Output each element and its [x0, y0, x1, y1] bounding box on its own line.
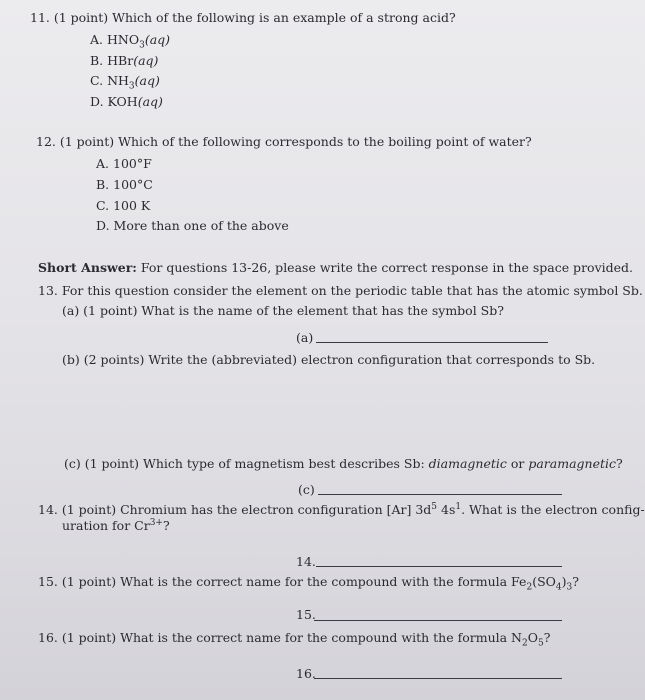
q12-stem: 12. (1 point) Which of the following corresponds to the boiling point of water?	[36, 134, 532, 149]
choice-text: $HNO_3(aq)$	[107, 32, 171, 51]
q12-choice-d: D. More than one of the above	[96, 218, 289, 233]
q13a-answer-line[interactable]	[316, 342, 548, 343]
q14-answer-line[interactable]	[316, 566, 562, 567]
q14-blank-label: 14.	[296, 554, 316, 569]
q15-answer-line[interactable]	[314, 620, 562, 621]
short-answer-instructions: Short Answer: For questions 13-26, please write the correct response in the space provided.	[38, 260, 633, 275]
q11-choice-c	[90, 73, 160, 92]
q11-choice-a	[90, 32, 171, 51]
q11-stem: 11. (1 point) Which of the following is an example of a strong acid?	[30, 10, 456, 25]
q16-stem: 16. (1 point) What is the correct name for the compound with the formula $N_2O_5$?	[38, 630, 551, 649]
q12-choice-b: B. 100°C	[96, 177, 153, 192]
q13b-text: (b) (2 points) Write the (abbreviated) electron configuration that corresponds to Sb.	[62, 352, 596, 367]
q13a-blank-label: (a)	[296, 330, 314, 345]
choice-text: $NH_3(aq)$	[107, 73, 160, 92]
q16-answer-line[interactable]	[314, 678, 562, 679]
q13c-blank-label: (c)	[298, 482, 315, 497]
choice-letter: D.	[90, 94, 104, 109]
q11-choice-d	[90, 94, 163, 109]
short-answer-heading: Short Answer:	[38, 260, 137, 275]
q12-choice-a: A. 100°F	[96, 156, 152, 171]
q13-stem: 13. For this question consider the element on the periodic table that has the atomic symbol Sb.	[38, 283, 643, 298]
q11-choice-b	[90, 53, 158, 68]
choice-text: HBr(aq)	[107, 53, 159, 68]
choice-letter: B.	[90, 53, 104, 68]
q13c-text: (c) (1 point) Which type of magnetism best describes Sb: diamagnetic or paramagnetic?	[64, 456, 623, 471]
q13a-text: (a) (1 point) What is the name of the element that has the symbol Sb?	[62, 303, 504, 318]
q14-stem-line2: uration for $Cr^{3+}$?	[62, 517, 170, 533]
q14-stem-line1: 14. (1 point) Chromium has the electron configuration [Ar] $3d^5$ $4s^1$. What is the electron config-	[38, 501, 645, 517]
choice-letter: A.	[90, 32, 104, 47]
q16-blank-label: 16.	[296, 666, 316, 681]
q15-stem: 15. (1 point) What is the correct name for the compound with the formula $Fe_2(SO_4)_3$?	[38, 574, 579, 593]
q12-choice-c: C. 100 K	[96, 198, 151, 213]
choice-text: KOH(aq)	[107, 94, 163, 109]
choice-letter: C.	[90, 73, 104, 88]
q13c-answer-line[interactable]	[318, 494, 562, 495]
q15-blank-label: 15.	[296, 607, 316, 622]
